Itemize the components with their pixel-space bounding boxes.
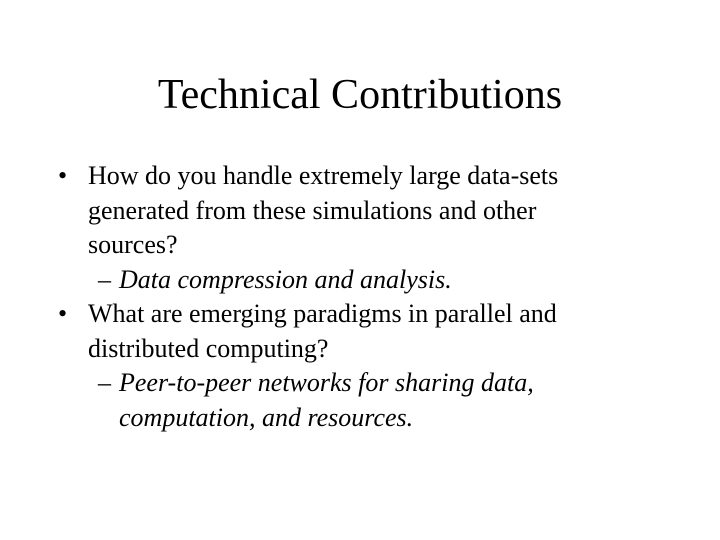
bullet-item-1	[0, 159, 720, 263]
sub-bullet-text: Data compression and analysis.	[119, 264, 452, 294]
sub-bullet-text: Peer-to-peer networks for sharing data, computation, and resources.	[119, 368, 534, 432]
bullet-text: How do you handle extremely large data-sets generated from these simulations and other sources?	[88, 161, 559, 259]
dash-icon: –	[98, 368, 111, 397]
bullet-icon: •	[58, 161, 68, 190]
bullet-list	[0, 159, 720, 435]
bullet-icon: •	[58, 299, 68, 328]
bullet-item-2	[0, 297, 720, 366]
dash-icon: –	[98, 264, 111, 294]
slide-title: Technical Contributions	[157, 72, 563, 118]
sub-bullet-item-1	[0, 263, 720, 298]
sub-bullet-item-2	[0, 366, 720, 435]
bullet-text: What are emerging paradigms in parallel and distributed computing?	[88, 299, 557, 363]
